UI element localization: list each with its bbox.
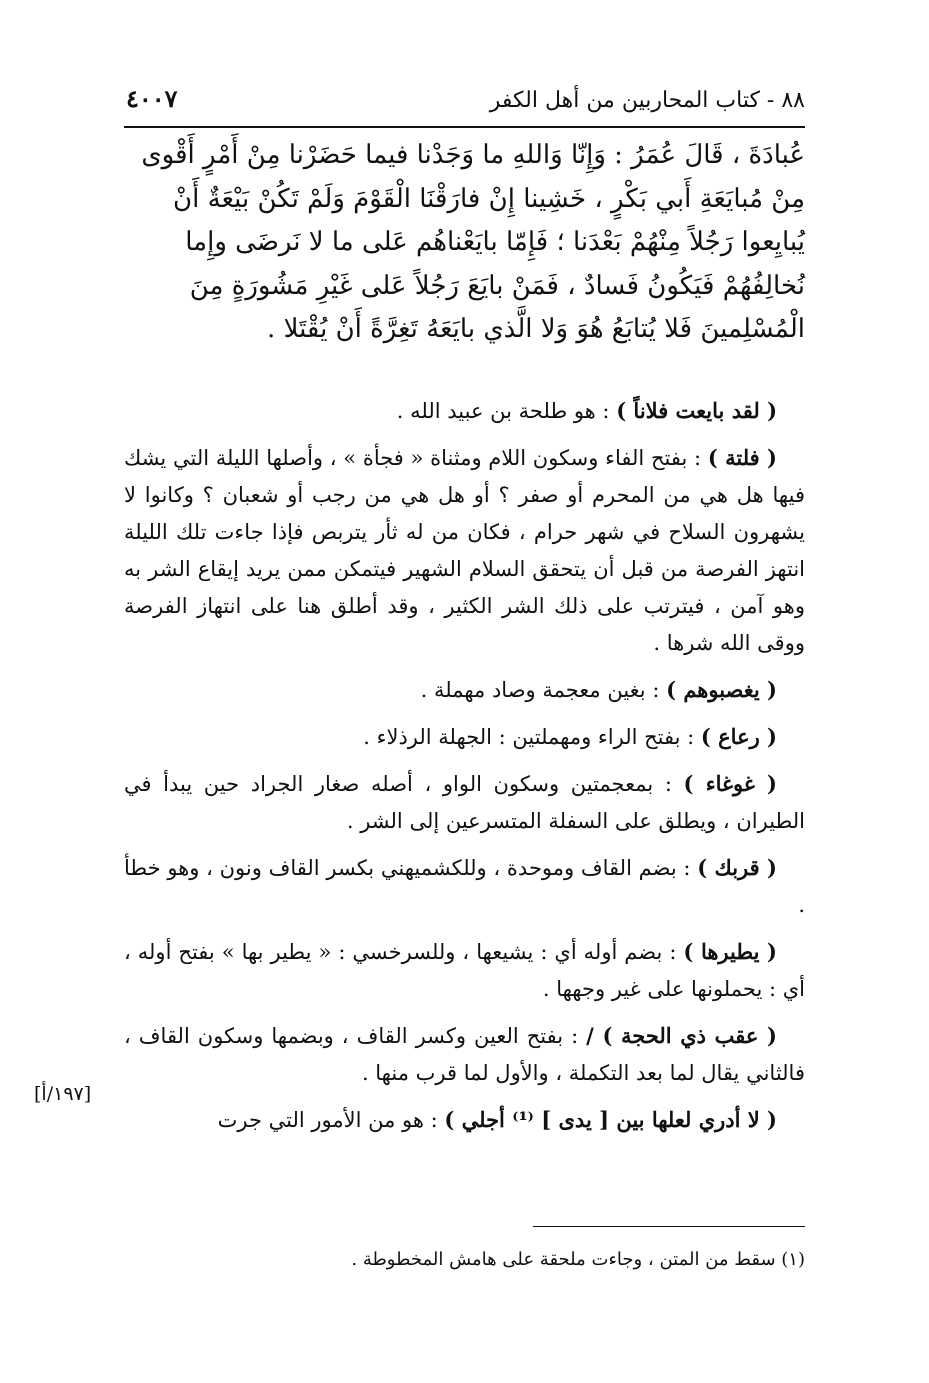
note-keyword: ( رعاع ) [700, 724, 777, 749]
note-text: : بضم القاف وموحدة ، وللكشميهني بكسر القاف ونون ، وهو خطأ . [124, 856, 805, 917]
page-number: ٤٠٠٧ [126, 84, 178, 113]
hadith-line: مِنْ مُبايَعَةِ أَبي بَكْرٍ ، خَشِينا إِنْ فارَقْنَا الْقَوْمَ وَلَمْ تَكُنْ بَيْعَةٌ أَنْ [173, 183, 805, 214]
running-title: ٨٨ - كتاب المحاربين من أهل الكفر [489, 88, 805, 113]
note-keyword: ( عقب ذي الحجة ) / [586, 1023, 777, 1048]
note-text: : بفتح الفاء وسكون اللام ومثناة « فجأة » ، وأصلها الليلة التي يشك فيها هل هي من المحرم أو صفر ؟ أو هل هي من رجب أو شعبان ؟ وكانوا لا يشهرون السلاح في شهر حرام ، فكان من له ثأر يتربص فإذا جاءت تلك الليلة انتهز الفرصة من قبل أن يتحقق السلام الشهير فيتمكن ممن يريد إيقاع الشر به وهو آمن ، فيترتب على ذلك الشر الكثير ، وقد أطلق هنا على انتهاز الفرصة ووقى الله شرها . [124, 446, 805, 655]
note-text: : بغين معجمة وصاد مهملة . [420, 678, 667, 702]
note-text: : هو طلحة بن عبيد الله . [396, 399, 617, 423]
note-keyword: ( لا أدري لعلها بين [ يدى ] ⁽¹⁾ أجلي ) [444, 1107, 777, 1132]
header-divider [124, 126, 805, 128]
note-keyword: ( يغصبوهم ) [666, 677, 777, 702]
note-text: : بفتح الراء ومهملتين : الجهلة الرذلاء . [363, 725, 701, 749]
note-item [124, 439, 805, 662]
manuscript-folio-reference: [١٩٧/أ] [34, 1083, 92, 1105]
note-item [124, 671, 805, 709]
note-text: : بضم أوله أي : يشيعها ، وللسرخسي : « يطير بها » بفتح أوله ، أي : يحملونها على غير وجهها . [124, 940, 805, 1001]
hadith-text [124, 134, 805, 352]
note-item [124, 849, 805, 924]
note-keyword: ( غوغاء ) [683, 771, 777, 796]
note-item [124, 765, 805, 840]
note-text: : بفتح العين وكسر القاف ، وبضمها وسكون القاف ، فالثاني يقال لما بعد التكملة ، والأول لما قرب منها . [124, 1024, 805, 1085]
note-item [124, 718, 805, 756]
hadith-line: عُبادَةَ ، قَالَ عُمَرُ : وَإِنّا وَاللهِ ما وَجَدْنا فيما حَضَرْنا مِنْ أَمْرٍ أَقْوى [141, 140, 805, 170]
note-item [124, 1017, 805, 1092]
footnote-divider [533, 1226, 805, 1227]
note-text: : هو من الأمور التي جرت [217, 1108, 445, 1132]
note-item [124, 1101, 805, 1139]
note-keyword: ( قربك ) [697, 855, 777, 880]
note-keyword: ( فلتة ) [707, 445, 777, 470]
commentary-notes [124, 392, 805, 1148]
hadith-line: نُخالِفُهُمْ فَيَكُونُ فَسادٌ ، فَمَنْ بايَعَ رَجُلاً عَلى غَيْرِ مَشُورَةٍ مِنَ [189, 270, 805, 301]
note-item [124, 392, 805, 430]
footnote: (١) سقط من المتن ، وجاءت ملحقة على هامش المخطوطة . [351, 1249, 805, 1270]
note-item [124, 933, 805, 1008]
hadith-line: الْمُسْلِمينَ فَلا يُتابَعُ هُوَ وَلا الَّذي بايَعَهُ تَغِرَّةً أَنْ يُقْتَلا . [267, 314, 805, 344]
note-keyword: ( يطيرها ) [683, 939, 777, 964]
note-keyword: ( لقد بايعت فلاناً ) [616, 398, 777, 423]
note-text: : بمعجمتين وسكون الواو ، أصله صغار الجراد حين يبدأ في الطيران ، ويطلق على السفلة المتسرعين إلى الشر . [124, 772, 805, 833]
hadith-line: يُبايِعوا رَجُلاً مِنْهُمْ بَعْدَنا ؛ فَإِمّا بايَعْناهُم عَلى ما لا نَرضَى وإِما [185, 227, 805, 257]
